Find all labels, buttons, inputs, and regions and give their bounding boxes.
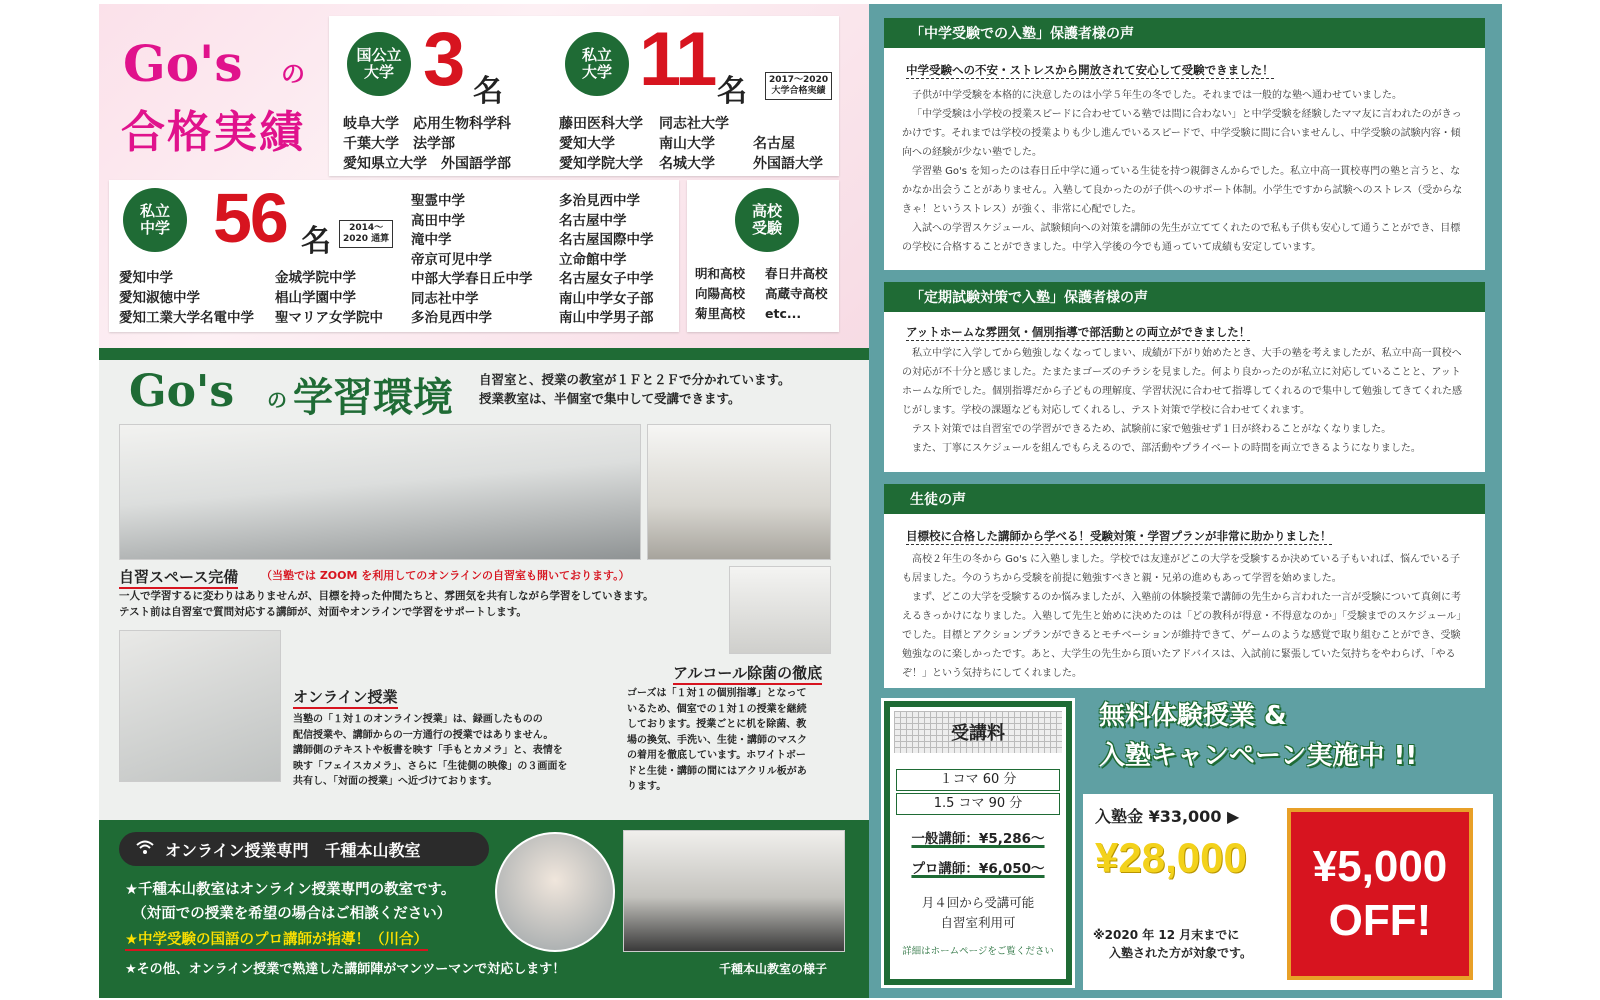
discount-off: OFF! xyxy=(1328,896,1432,945)
private-jhs-list-2 xyxy=(275,268,383,328)
campaign-note xyxy=(1093,926,1252,962)
fee-pro: プロ講師：¥6,050〜 xyxy=(911,861,1045,877)
text-line: 講師側のテキストや板書を映す「手もとカメラ」と、表情を xyxy=(293,745,563,756)
text-line: 配信授業や、講師からの一方通行の授業ではありません。 xyxy=(293,729,554,741)
fee-note-3: 詳細はホームページをご覧ください xyxy=(902,946,1054,957)
classroom-photo xyxy=(647,424,831,560)
year-line: 2017〜2020 xyxy=(769,75,829,85)
fee-general: 一般講師：¥5,286〜 xyxy=(911,831,1045,847)
campaign-title xyxy=(1099,696,1479,776)
voice-paragraph: 高校２年生の冬から Go's に入塾しました。学校では友達がどこの大学を受験するか決めている子もいれば、悩んでいる子も居ました。今のうちから受験を前提に勉強すべきと親・兄弟の進めもあって学習を始めました。 xyxy=(902,554,1461,584)
list-item: 愛知大学 xyxy=(559,136,615,152)
online-class-pill-label: オンライン授業専門 千種本山教室 xyxy=(165,840,421,860)
text-line: ドと生徒・講師の間にはアクリル板があ xyxy=(627,765,807,777)
list-item: 名古屋中学 xyxy=(559,212,627,229)
environment-title-brand: Go's xyxy=(129,366,235,417)
selfstudy-note: （当塾では ZOOM を利用してのオンラインの自習室も開いております。） xyxy=(261,569,630,582)
voice-paragraph: 私立中学に入学してから勉強しなくなってしまい、成績が下がり始めたとき、大手の塾を考えましたが、私立中高一貫校への対応が不十分と感じました。たまたまゴーズのチラシを見ました。何より良かったのが私立に対応していることと、アットホームな所でした。個別指導だから子どもの理解度、学習状況に合わせて指導してくれるので集中して勉強してきてくれた感じがします。学校の課題なども対応してくれるし、テスト対策で学校に合わせてくれます。 xyxy=(902,348,1462,416)
voice-paragraph: テスト対策では自習室での学習ができるため、試験前に家で勉強せず１日が終わることがなくなりました。 xyxy=(912,424,1392,435)
private-jhs-circle xyxy=(123,188,187,252)
list-item: 多治見西中学 xyxy=(559,193,640,209)
list-item: 愛知学院大学 xyxy=(559,156,643,172)
list-item: 愛知淑徳中学 xyxy=(119,290,200,306)
campaign-new-price: ¥28,000 xyxy=(1095,834,1247,881)
private-jhs-list-4 xyxy=(559,192,654,329)
voice-card-regular-test xyxy=(884,282,1485,472)
online-class-pill xyxy=(119,832,489,866)
list-item: 聖霊中学 xyxy=(411,193,465,209)
list-item: 藤田医科大学 xyxy=(559,116,643,132)
environment-title-main: 学習環境 xyxy=(293,374,453,421)
results-title-main: 合格実績 xyxy=(121,107,305,158)
national-univ-unit: 名 xyxy=(473,74,503,109)
circle-line: 国公立 xyxy=(356,45,402,64)
circle-line: 私立 xyxy=(139,201,170,220)
voice-body xyxy=(902,550,1468,683)
private-univ-list-2 xyxy=(659,114,729,174)
list-item: 高蔵寺高校 xyxy=(765,286,828,301)
online-line-2: （対面での授業を希望の場合はご相談ください） xyxy=(125,906,452,922)
text-line: いるため、個室での１対１の授業を継続 xyxy=(627,703,807,715)
online-text xyxy=(293,712,613,790)
high-school-list-1 xyxy=(695,264,745,324)
voice-subheading: 中学受験への不安・ストレスから開放されて安心して受験できました！ xyxy=(906,63,1274,77)
voice-paragraph: 学習塾 Go's を知ったのは春日丘中学に通っている生徒を持つ親御さんからでした。私立中高一貫校専門の塾と言うと、なかなか出会うことがありません。入塾して良かったのが子供へのサポート体制。小学生ですから試験へのストレス（受からなきゃ！というストレス）が強く、非常に心配でした。 xyxy=(902,166,1463,215)
environment-intro xyxy=(479,370,791,408)
list-item: 南山中学女子部 xyxy=(559,290,654,307)
private-jhs-unit: 名 xyxy=(301,224,331,259)
voice-heading: 「中学受験での入塾」保護者様の声 xyxy=(884,18,1485,48)
circle-line: 受験 xyxy=(751,219,782,237)
voice-subheading: 目標校に合格した講師から学べる！受験対策・学習プランが非常に助かりました！ xyxy=(906,529,1332,543)
high-school-results-card xyxy=(687,180,839,332)
chikusa-classroom-photo xyxy=(623,830,845,952)
year-line: 大学合格実績 xyxy=(771,85,826,96)
circle-line: 私立 xyxy=(581,45,612,64)
text-line: テスト前は自習室で質問対応する講師が、対面やオンラインで学習をサポートします。 xyxy=(119,606,527,618)
online-line-4: ★その他、オンライン授業で熟達した講師陣がマンツーマンで対応します！ xyxy=(125,962,566,977)
list-item: 立命館中学 xyxy=(559,251,627,268)
campaign-section xyxy=(1083,694,1493,990)
results-title-brand: Go's xyxy=(123,34,243,93)
circle-line: 大学 xyxy=(363,63,394,81)
circle-line: 高校 xyxy=(751,201,782,220)
private-univ-years xyxy=(765,72,832,100)
list-item: 愛知工業大学名電中学 xyxy=(119,310,254,326)
national-univ-count: 3 xyxy=(423,17,464,102)
self-study-room-photo xyxy=(119,424,641,560)
list-item: 向陽高校 xyxy=(695,286,746,301)
campaign-old-price: 入塾金 ¥33,000 ▶ xyxy=(1095,807,1240,826)
list-item: 聖マリア女学院中 xyxy=(275,310,383,326)
selfstudy-heading: 自習スペース完備 xyxy=(119,566,238,589)
list-item: 帝京可児中学 xyxy=(411,251,492,268)
voice-heading: 「定期試験対策で入塾」保護者様の声 xyxy=(884,282,1485,312)
high-school-circle xyxy=(735,188,799,252)
text-line: 場の換気、手洗い、生徒・講師のマスク xyxy=(627,734,807,746)
year-line: 2014〜 xyxy=(349,223,384,233)
list-item: 名古屋女子中学 xyxy=(559,271,654,287)
national-univ-list xyxy=(343,114,511,174)
text-line: しております。授業ごとに机を除菌、教 xyxy=(627,719,807,730)
campaign-title-line: 入塾キャンペーン実施中 !! xyxy=(1099,741,1418,771)
teacher-photo xyxy=(495,832,615,952)
voice-paragraph: 子供が中学受験を本格的に決意したのは小学５年生の冬でした。それまでは一般的な塾へ通わせていました。 xyxy=(912,90,1402,101)
online-line-1: ★千種本山教室はオンライン授業専門の教室です。 xyxy=(125,882,456,898)
private-univ-circle xyxy=(565,32,629,96)
discount-amount: ¥5,000 xyxy=(1312,842,1448,891)
year-line: 2020 通算 xyxy=(343,233,390,244)
list-item: etc... xyxy=(765,306,802,321)
campaign-title-line: 無料体験授業 & xyxy=(1099,701,1287,731)
list-item: 明和高校 xyxy=(695,266,746,281)
list-item: 岐阜大学 応用生物科学科 xyxy=(343,116,511,132)
wifi-icon xyxy=(135,839,155,859)
results-section xyxy=(99,4,869,348)
intro-line: 授業教室は、半個室で集中して受講できます。 xyxy=(479,391,741,406)
list-item: 名古屋国際中学 xyxy=(559,232,654,248)
fee-note-2: 自習室利用可 xyxy=(940,915,1016,930)
list-item: 多治見西中学 xyxy=(411,310,492,326)
university-results-card xyxy=(329,16,839,176)
list-item: 千葉大学 法学部 xyxy=(343,136,455,152)
voice-body xyxy=(902,86,1468,257)
list-item: 金城学院中学 xyxy=(275,270,356,286)
private-univ-unit: 名 xyxy=(717,74,747,109)
alcohol-heading: アルコール除菌の徹底 xyxy=(673,662,822,685)
list-item: 菊里高校 xyxy=(695,306,746,321)
text-line: 当塾の「１対１のオンライン授業」は、録画したものの xyxy=(293,714,543,725)
voice-paragraph: 入試への学習スケジュール、試験傾向への対策を講師の先生が立ててくれたので私も子供も安心して通うことができ、目標の学校に合格することができました。中学入学後の今でも通っていて成績も安定しています。 xyxy=(902,223,1461,253)
list-item: 椙山学園中学 xyxy=(275,290,356,306)
voice-subheading: アットホームな雰囲気・個別指導で部活動との両立ができました！ xyxy=(906,325,1251,339)
private-jhs-years xyxy=(339,220,393,248)
text-line: 共有し、「対面の授業」へ近づけております。 xyxy=(293,776,498,787)
national-univ-circle xyxy=(347,32,411,96)
list-item: 南山大学 xyxy=(659,136,715,152)
list-item: 外国語大学 xyxy=(753,156,823,172)
fee-title: 受講料 xyxy=(894,711,1062,753)
private-univ-count: 11 xyxy=(639,17,716,102)
private-univ-list-1 xyxy=(559,114,643,174)
environment-title-no: の xyxy=(267,388,287,412)
voice-card-exam xyxy=(884,18,1485,270)
voice-paragraph: まず、どこの大学を受験するのか悩みましたが、入塾前の体験授業で講師の先生から言われた一言が受験について真剣に考えるきっかけになりました。入塾して先生と始めに決めたのは「どの教科が得意・不得意なのか」「受験までのスケジュール」でした。目標とアクションプランができるとモチベーションが維持できて、ゲームのような感覚で取り組むことができ、受験勉強なのに楽しかったです。あと、大学生の先生から頂いたアドバイスは、入試前に緊張していた気持ちをやわらげ、「やるぞ！」という気持ちにしてくれました。 xyxy=(902,592,1467,679)
note-line: 入塾された方が対象です。 xyxy=(1109,946,1253,960)
list-item: 春日井高校 xyxy=(765,266,828,281)
online-class-section xyxy=(99,820,869,998)
text-line: ります。 xyxy=(627,781,667,792)
list-item: 中部大学春日丘中学 xyxy=(411,271,533,287)
high-school-list-2 xyxy=(765,264,828,324)
voice-paragraph: 「中学受験は小学校の授業スピードに合わせている塾では間に合わない」と中学受験を経験したママ友に言われたのがきっかけです。それまでは学校の授業よりも少し進んでいるスピードで、中学受験に間に合いませんし、中学受験の試験内容・傾向への経験が少ない塾でした。 xyxy=(902,109,1462,158)
fee-row-90: 1.5 コマ 90 分 xyxy=(896,793,1060,815)
list-item: 同志社中学 xyxy=(411,290,479,307)
online-line-3: ★中学受験の国語のプロ講師が指導！（川合） xyxy=(125,928,428,951)
alcohol-spray-photo xyxy=(729,566,831,654)
selfstudy-text xyxy=(119,588,719,620)
list-item: 名城大学 xyxy=(659,156,715,172)
list-item: 愛知中学 xyxy=(119,270,173,286)
text-line: 映す「フェイスカメラ」、さらに「生徒側の映像」の３画面を xyxy=(293,760,568,772)
fee-row-60: １コマ 60 分 xyxy=(896,769,1060,791)
results-title-no: の xyxy=(281,59,305,88)
fee-inner xyxy=(890,707,1066,979)
alcohol-text xyxy=(627,686,839,795)
list-item: 愛知県立大学 外国語学部 xyxy=(343,156,511,172)
private-jhs-list-3 xyxy=(411,192,533,329)
list-item: 高田中学 xyxy=(411,212,465,229)
junior-high-results-card xyxy=(109,180,679,332)
fee-note-1: 月４回から受講可能 xyxy=(921,895,1035,910)
list-item: 南山中学男子部 xyxy=(559,310,654,326)
text-line: ゴーズは「１対１の個別指導」となって xyxy=(627,688,807,699)
text-line: 一人で学習するに変わりはありませんが、目標を持った仲間たちと、雰囲気を共有しながら学習をしていきます。 xyxy=(119,590,654,602)
environment-section xyxy=(99,360,869,820)
classroom-caption: 千種本山教室の様子 xyxy=(719,962,828,976)
online-heading: オンライン授業 xyxy=(293,686,398,709)
voice-paragraph: また、丁寧にスケジュールを組んでもらえるので、部活動やプライベートの時間を両立できるようになりました。 xyxy=(912,443,1421,454)
left-column xyxy=(99,4,869,998)
note-line: ※2020 年 12 月末までに xyxy=(1093,928,1240,942)
fee-box xyxy=(881,698,1075,988)
text-line: の着用を徹底しています。ホワイトボー xyxy=(627,750,806,761)
right-column xyxy=(869,4,1502,998)
circle-line: 中学 xyxy=(139,219,170,237)
list-item: 名古屋 xyxy=(753,136,795,152)
private-univ-list-3 xyxy=(753,134,823,174)
private-jhs-list-1 xyxy=(119,268,254,328)
campaign-discount-badge xyxy=(1287,808,1473,980)
list-item: 滝中学 xyxy=(411,232,452,248)
list-item: 同志社大学 xyxy=(659,116,729,132)
voice-body xyxy=(902,344,1468,458)
intro-line: 自習室と、授業の教室が１Ｆと２Ｆで分かれています。 xyxy=(479,372,791,387)
campaign-box xyxy=(1083,794,1493,990)
private-jhs-count: 56 xyxy=(213,179,287,257)
voice-heading: 生徒の声 xyxy=(884,484,1485,514)
section-divider xyxy=(99,348,869,360)
online-lesson-photo xyxy=(119,630,281,782)
voice-card-student xyxy=(884,484,1485,688)
circle-line: 大学 xyxy=(581,63,612,81)
